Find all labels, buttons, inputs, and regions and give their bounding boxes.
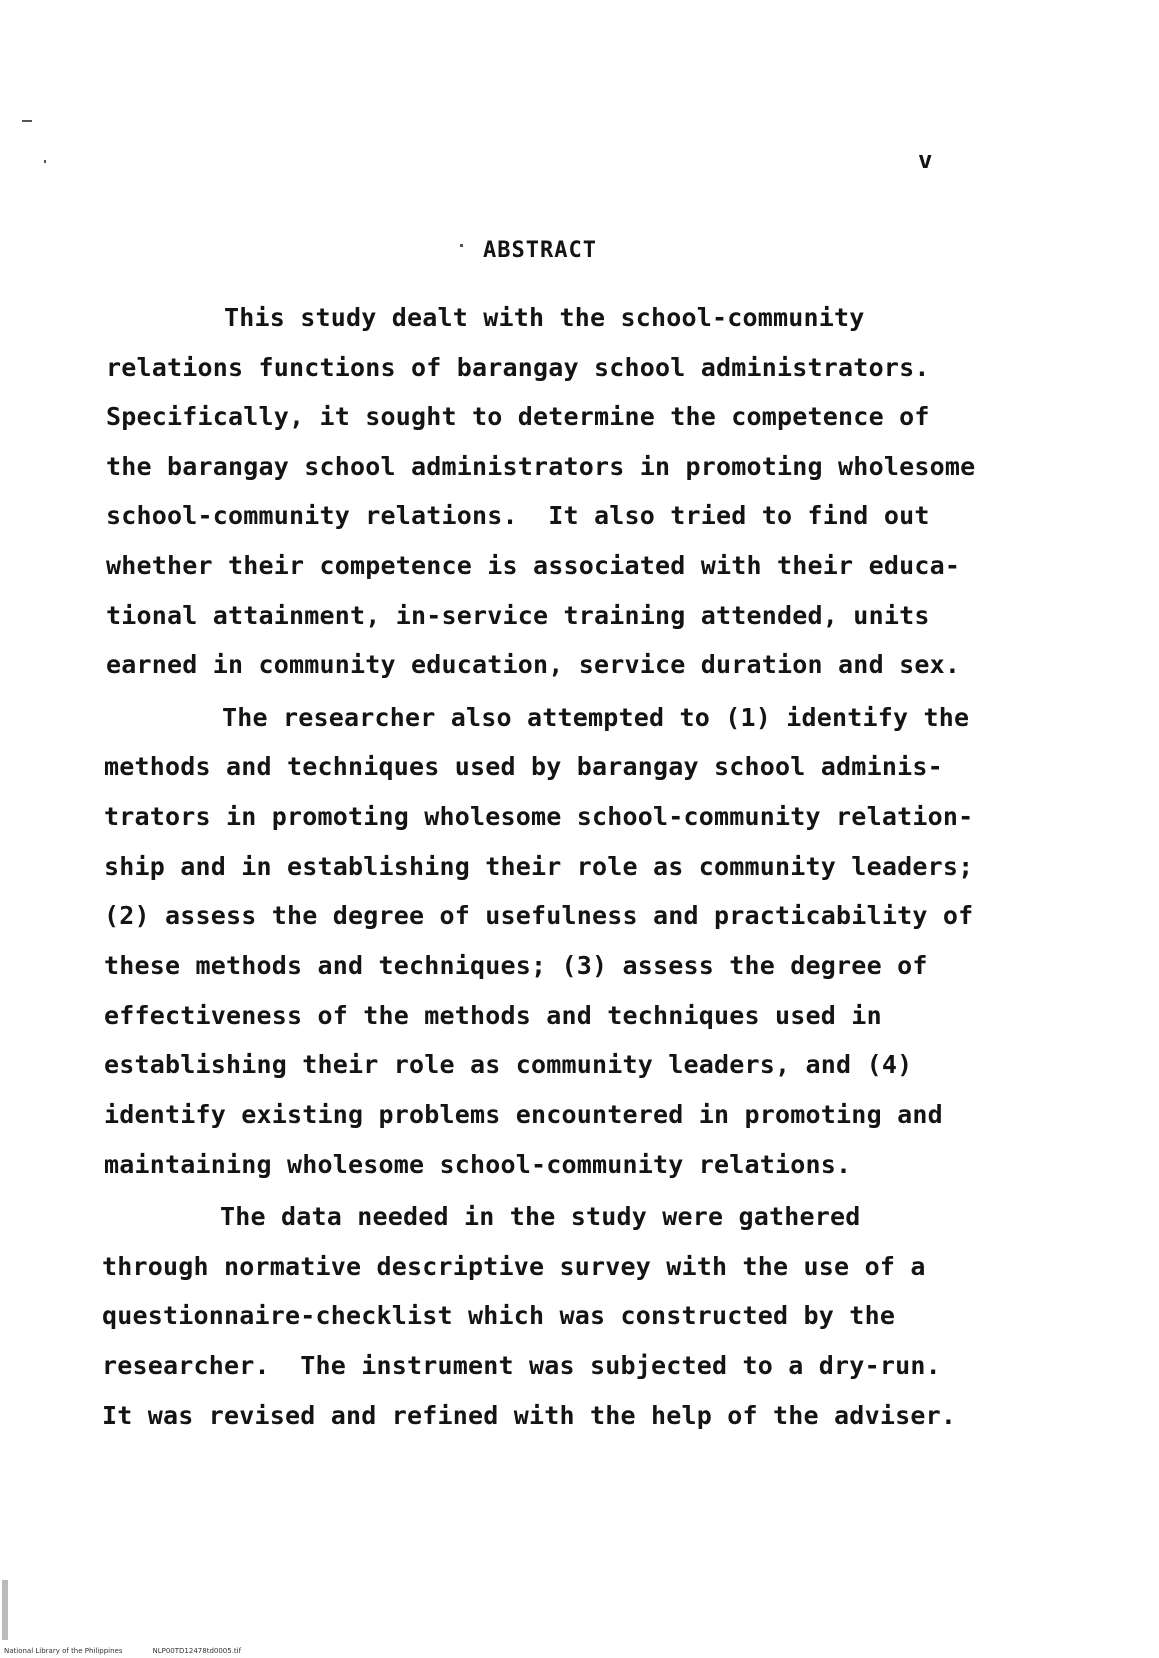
text-line: This study dealt with the school-community	[224, 303, 865, 332]
text-line: school-community relations. It also tried to find out	[106, 501, 930, 530]
scan-speck	[460, 244, 463, 247]
text-line: effectiveness of the methods and techniques used in	[104, 1001, 882, 1030]
text-line: establishing their role as community leaders, and (4)	[104, 1050, 913, 1079]
scan-footer	[4, 1647, 271, 1655]
scan-speck	[44, 160, 46, 163]
text-line: (2) assess the degree of usefulness and practicability of	[104, 901, 974, 930]
text-line: whether their competence is associated with their educa-	[106, 551, 961, 580]
text-line: Specifically, it sought to determine the competence of	[106, 402, 930, 431]
text-line: tional attainment, in-service training attended, units	[106, 601, 930, 630]
page-title: ABSTRACT	[483, 238, 597, 263]
text-line: the barangay school administrators in promoting wholesome	[106, 452, 976, 481]
text-line: maintaining wholesome school-community relations.	[104, 1150, 852, 1179]
scan-speck	[2, 1580, 8, 1640]
footer-library: National Library of the Philippines	[4, 1647, 123, 1655]
text-line: these methods and techniques; (3) assess the degree of	[104, 951, 928, 980]
footer-file: NLP00TD12478td0005.tif	[152, 1647, 242, 1655]
text-line: methods and techniques used by barangay school adminis-	[104, 752, 943, 781]
text-line: ship and in establishing their role as community leaders;	[104, 852, 974, 881]
text-line: relations functions of barangay school administrators.	[106, 353, 930, 382]
text-line: researcher. The instrument was subjected to a dry-run.	[102, 1351, 941, 1380]
text-line: trators in promoting wholesome school-community relation-	[104, 802, 974, 831]
text-line: earned in community education, service duration and sex.	[106, 650, 961, 679]
text-line: through normative descriptive survey with the use of a	[102, 1252, 926, 1281]
page-number: v	[918, 146, 933, 174]
scan-speck	[22, 120, 32, 122]
text-line: It was revised and refined with the help of the adviser.	[102, 1401, 957, 1430]
text-line: The researcher also attempted to (1) identify the	[222, 703, 970, 732]
text-line: identify existing problems encountered in promoting and	[104, 1100, 943, 1129]
text-line: The data needed in the study were gathered	[220, 1202, 861, 1231]
text-line: questionnaire-checklist which was constructed by the	[102, 1301, 896, 1330]
